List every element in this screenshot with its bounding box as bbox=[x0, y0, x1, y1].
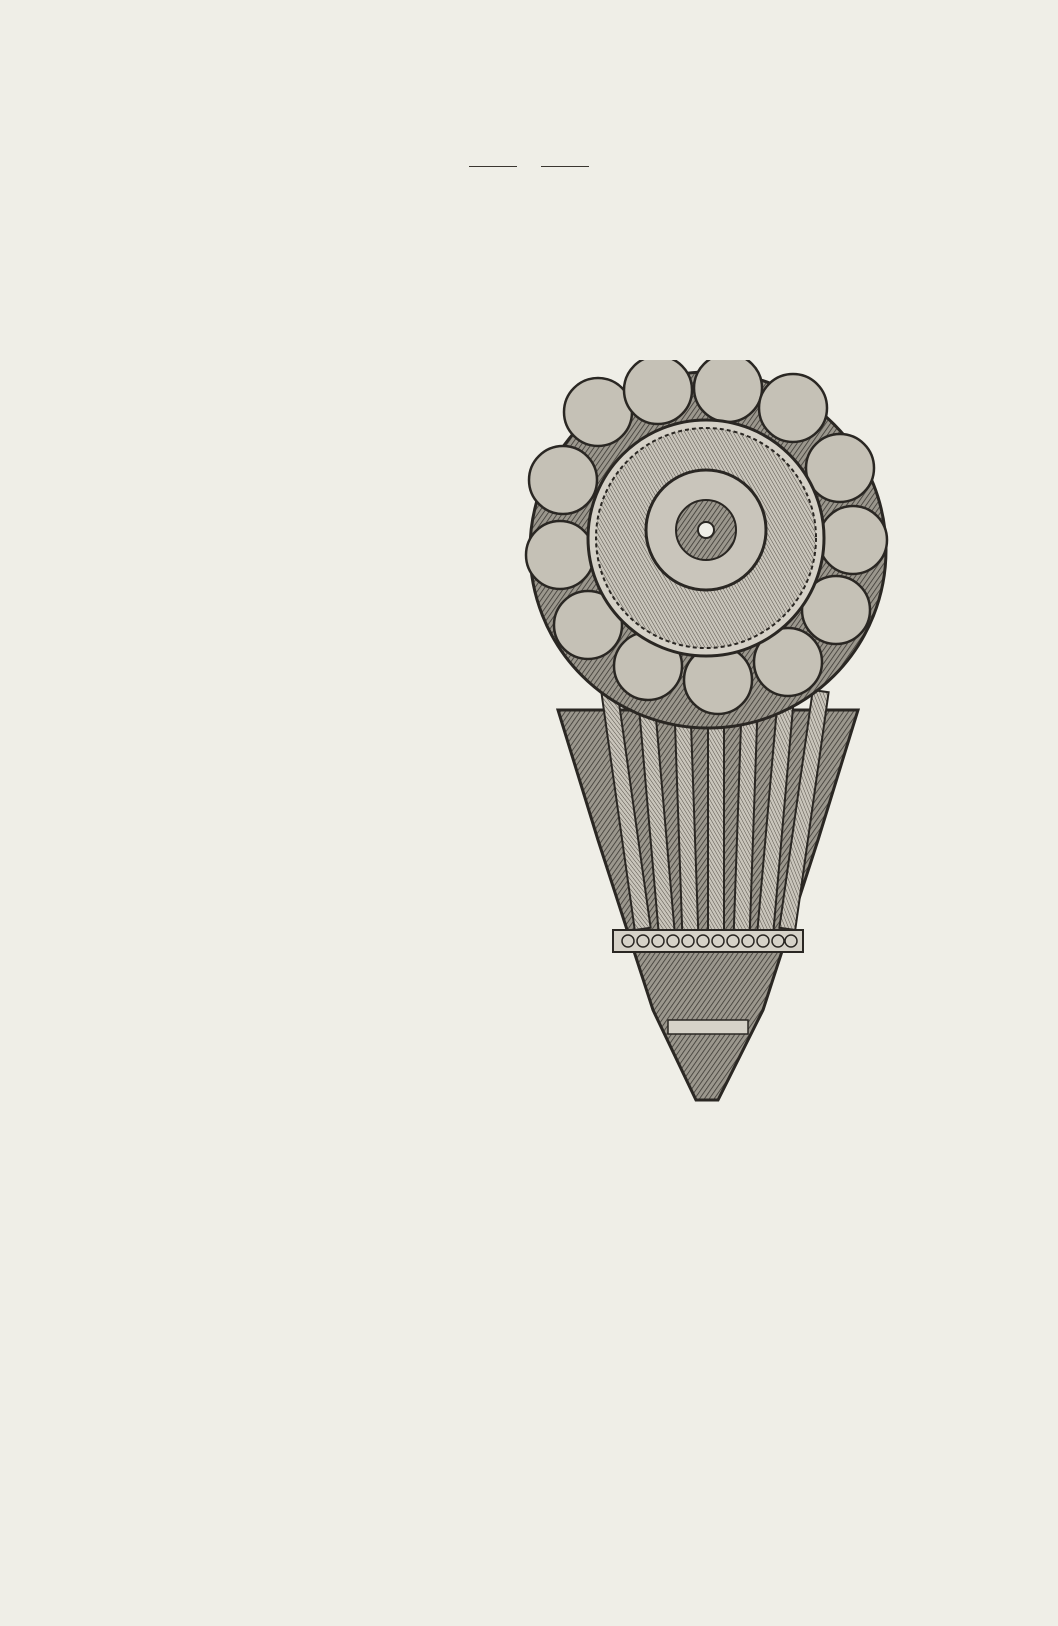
left-rule bbox=[469, 166, 517, 167]
right-rule bbox=[541, 166, 589, 167]
fibula-illustration bbox=[518, 360, 898, 1150]
bead-band bbox=[613, 930, 803, 952]
page-number-header bbox=[0, 152, 1058, 178]
